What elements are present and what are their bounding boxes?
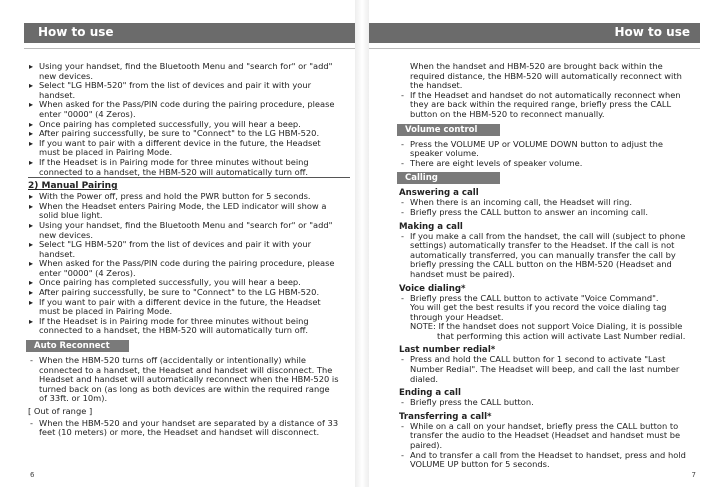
manual-pairing-list xyxy=(28,192,339,336)
book-gutter xyxy=(355,0,369,487)
voice-dialing-note: NOTE: If the handset does not support Voice Dialing, it is possible xyxy=(410,321,683,332)
out-of-range-list xyxy=(28,419,339,438)
list-item: - There are eight levels of speaker volume. xyxy=(399,159,698,169)
list-item: ▸ After pairing successfully, be sure to "Connect" to the LG HBM-520. xyxy=(28,129,339,139)
voice-dialing-tip: You will get the best results if you record the voice dialing tag through your Headset. xyxy=(410,302,667,322)
volume-section-title: Volume control xyxy=(397,124,500,136)
continued-list xyxy=(399,91,698,120)
right-body xyxy=(399,62,698,470)
left-header-title: How to use xyxy=(38,25,114,39)
continued-paragraph: When the handset and HBM-520 are brought back within the required distance, the HBM-520 will automatically reconnect with the handset. xyxy=(410,61,682,91)
list-item: - Press the VOLUME UP or VOLUME DOWN button to adjust the speaker volume. xyxy=(399,140,698,159)
list-item: - While on a call on your handset, briefly press the CALL button to transfer the audio to the Headset (Headset and handset must be paired). xyxy=(399,422,698,451)
list-item: ▸ If you want to pair with a different device in the future, the Headset must be placed in Pairing Mode. xyxy=(28,298,339,317)
making-list xyxy=(399,232,698,280)
list-item: - Briefly press the CALL button. xyxy=(399,398,698,408)
list-item: ▸ Once pairing has completed successfully, you will hear a beep. xyxy=(28,120,339,130)
list-item: ▸ Once pairing has completed successfully, you will hear a beep. xyxy=(28,278,339,288)
list-item: - If you make a call from the handset, the call will (subject to phone settings) automatically transfer to the Headset. If the call is not automatically transferred, you can manually transfer the call by briefly pressing the CALL button on the HBM-520 (Headset and handset must be paired). xyxy=(399,232,698,280)
intro-bullet-list xyxy=(28,62,339,178)
left-body xyxy=(28,62,339,438)
out-of-range-label: [ Out of range ] xyxy=(28,406,93,416)
answering-list xyxy=(399,198,698,217)
left-header-rule xyxy=(24,48,355,49)
left-page xyxy=(0,0,355,487)
right-page xyxy=(369,0,724,487)
list-item: - If the Headset and handset do not automatically reconnect when they are back within the required range, briefly press the CALL button on the HBM-520 to reconnect manually. xyxy=(399,91,698,120)
making-heading: Making a call xyxy=(399,221,463,232)
volume-list xyxy=(399,140,698,169)
ending-heading: Ending a call xyxy=(399,388,461,399)
redial-list xyxy=(399,355,698,384)
redial-heading: Last number redial* xyxy=(399,345,496,356)
list-item: ▸ When asked for the Pass/PIN code during the pairing procedure, please enter "0000" (4 Zeros). xyxy=(28,100,339,119)
auto-reconnect-list xyxy=(28,356,339,404)
transferring-heading: Transferring a call* xyxy=(399,411,492,422)
list-item: ▸ If you want to pair with a different device in the future, the Headset must be placed in Pairing Mode. xyxy=(28,139,339,158)
list-item: - When there is an incoming call, the Headset will ring. xyxy=(399,198,698,208)
manual-pairing-heading: 2) Manual Pairing xyxy=(28,181,118,192)
list-item: ▸ After pairing successfully, be sure to "Connect" to the LG HBM-520. xyxy=(28,288,339,298)
ending-list xyxy=(399,398,698,408)
list-item: ▸ If the Headset is in Pairing mode for three minutes without being connected to a handset, the HBM-520 will automatically turn off. xyxy=(28,317,339,336)
voice-dialing-list xyxy=(399,294,698,304)
list-item: ▸ Using your handset, find the Bluetooth Menu and "search for" or "add" new devices. xyxy=(28,221,339,240)
answering-heading: Answering a call xyxy=(399,188,479,199)
list-item: ▸ If the Headset is in Pairing mode for three minutes without being connected to a handset, the HBM-520 will automatically turn off. xyxy=(28,158,350,178)
list-item: - Briefly press the CALL button to activate "Voice Command". xyxy=(399,294,698,304)
right-page-number: 7 xyxy=(691,471,696,479)
right-header-rule xyxy=(369,48,700,49)
list-item: ▸ Using your handset, find the Bluetooth Menu and "search for" or "add" new devices. xyxy=(28,62,339,81)
list-item: - And to transfer a call from the Headset to handset, press and hold VOLUME UP button for 5 seconds. xyxy=(399,451,698,470)
voice-dialing-note-cont: that performing this action will activate Last Number redial. xyxy=(437,330,686,341)
list-item: ▸ Select "LG HBM-520" from the list of devices and pair it with your handset. xyxy=(28,81,339,100)
right-header-bar xyxy=(369,23,700,43)
list-item: ▸ When the Headset enters Pairing Mode, the LED indicator will show a solid blue light. xyxy=(28,202,339,221)
list-item: - When the HBM-520 and your handset are separated by a distance of 33 feet (10 meters) or more, the Headset and handset will disconnect. xyxy=(28,419,339,438)
list-item: ▸ With the Power off, press and hold the PWR button for 5 seconds. xyxy=(28,192,339,202)
list-item: - Briefly press the CALL button to answer an incoming call. xyxy=(399,208,698,218)
list-item: ▸ Select "LG HBM-520" from the list of devices and pair it with your handset. xyxy=(28,240,339,259)
auto-reconnect-section-title: Auto Reconnect xyxy=(26,340,129,352)
right-header-title: How to use xyxy=(614,25,690,39)
list-item: ▸ When asked for the Pass/PIN code during the pairing procedure, please enter "0000" (4 Zeros). xyxy=(28,259,339,278)
left-page-number: 6 xyxy=(30,471,35,479)
left-header-bar xyxy=(24,23,355,43)
list-item: - Press and hold the CALL button for 1 second to activate "Last Number Redial". The Headset will beep, and call the last number dialed. xyxy=(399,355,698,384)
calling-section-title: Calling xyxy=(397,172,500,184)
transferring-list xyxy=(399,422,698,470)
voice-dialing-heading: Voice dialing* xyxy=(399,283,466,294)
list-item: - When the HBM-520 turns off (accidentally or intentionally) while connected to a handset, the Headset and handset will disconnect. The Headset and handset will automatically reconnect when the HBM-520 is turned back on (as long as both devices are within the required range of 33ft. or 10m). xyxy=(28,356,339,404)
